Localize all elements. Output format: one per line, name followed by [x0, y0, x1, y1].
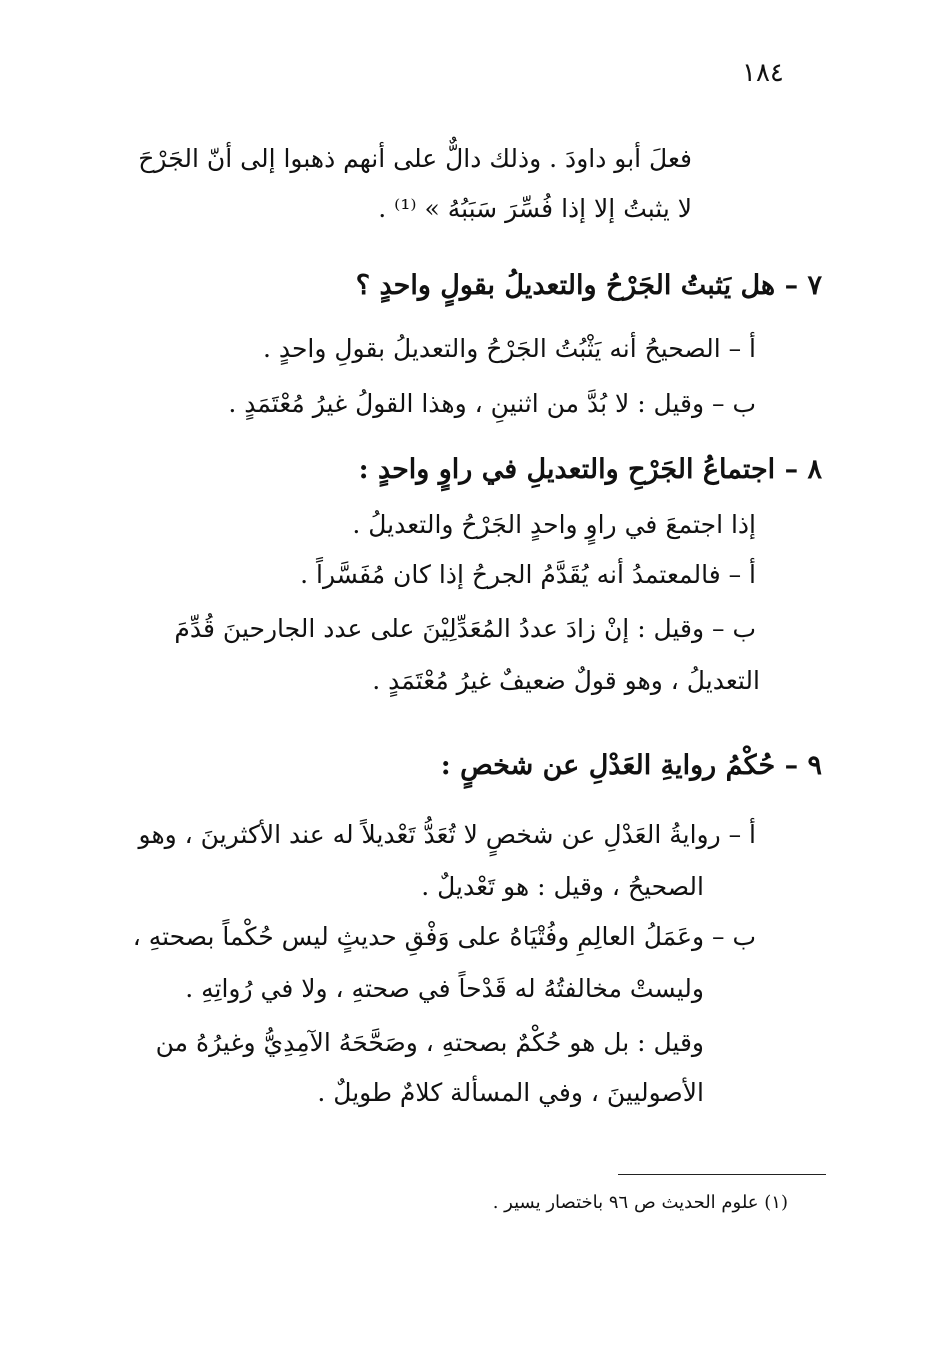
section-8-line-a: أ – فالمعتمدُ أنه يُقَدَّمُ الجرحُ إذا كان مُفَسَّراً . — [300, 560, 756, 589]
section-8-heading: ٨ – اجتماعُ الجَرْحِ والتعديلِ في راوٍ واحدٍ : — [358, 454, 822, 485]
section-7-line-a: أ – الصحيحُ أنه يَثْبُتُ الجَرْحُ والتعديلُ بقولِ واحدٍ . — [262, 334, 756, 363]
page-number: ١٨٤ — [742, 58, 784, 88]
section-8-line-b: ب – وقيل : إنْ زادَ عددُ المُعَدِّلِيْنَ على عدد الجارحينَ قُدِّمَ — [174, 614, 756, 643]
intro-line-2: لا يثبتُ إلا إذا فُسِّرَ سَبَبُهُ » ⁽¹⁾ . — [378, 194, 692, 223]
section-9-line-a-cont: الصحيحُ ، وقيل : هو تَعْديلٌ . — [421, 872, 704, 901]
section-9-line-a: أ – روايةُ العَدْلِ عن شخصٍ لا تُعَدُّ تَعْديلاً له عند الأكثرينَ ، وهو — [138, 820, 756, 849]
section-8-intro: إذا اجتمعَ في راوٍ واحدٍ الجَرْحُ والتعديلُ . — [352, 510, 756, 539]
section-9-line-b: ب – وعَمَلُ العالِمِ وفُتْيَاهُ على وَفْقِ حديثٍ ليس حُكْماً بصحتهِ ، — [132, 922, 756, 951]
section-8-line-b-cont: التعديلُ ، وهو قولٌ ضعيفٌ غيرُ مُعْتَمَدٍ . — [372, 666, 760, 695]
section-9-line-c-cont: الأصوليينَ ، وفي المسألة كلامٌ طويلٌ . — [317, 1078, 704, 1107]
section-9-line-c: وقيل : بل هو حُكْمٌ بصحتهِ ، وصَحَّحَهُ الآمِدِيُّ وغيرُهُ من — [155, 1028, 704, 1057]
section-7-heading: ٧ – هل يَثبتُ الجَرْحُ والتعديلُ بقولٍ واحدٍ ؟ — [355, 270, 822, 301]
section-9-heading: ٩ – حُكْمُ روايةِ العَدْلِ عن شخصٍ : — [440, 750, 822, 781]
footnote-divider — [618, 1174, 826, 1175]
intro-line-1: فعلَ أبو داودَ . وذلك دالٌّ على أنهم ذهبوا إلى أنّ الجَرْحَ — [138, 144, 692, 173]
section-7-line-b: ب – وقيل : لا بُدَّ من اثنينِ ، وهذا القولُ غيرُ مُعْتَمَدٍ . — [228, 389, 756, 418]
section-9-line-b-cont: وليستْ مخالفتُهُ له قَدْحاً في صحتهِ ، ولا في رُواتِهِ . — [185, 974, 704, 1003]
footnote: (١) علوم الحديث ص ٩٦ باختصار يسير . — [492, 1192, 788, 1213]
